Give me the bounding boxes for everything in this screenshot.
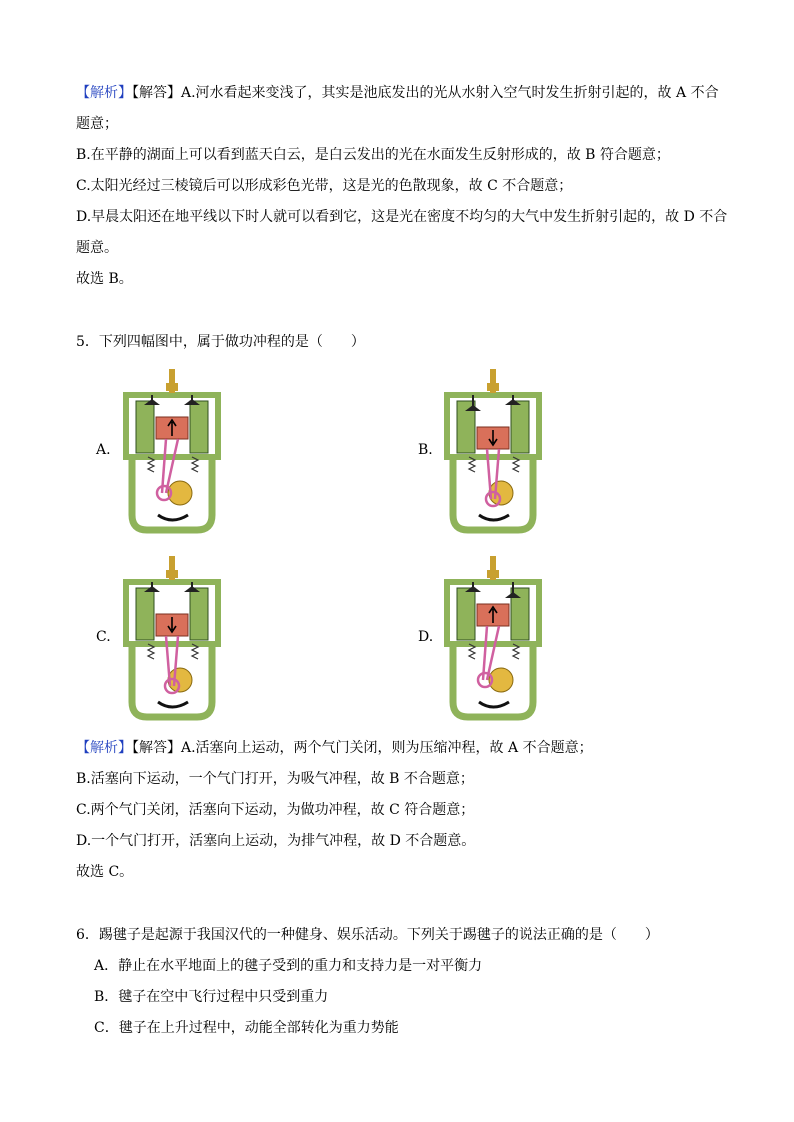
q5-stem: 5．下列四幅图中，属于做功冲程的是（ ） [76,334,365,350]
q6-stem: 6．踢毽子是起源于我国汉代的一种健身、娱乐活动。下列关于踢毽子的说法正确的是（ ） [76,927,659,943]
q5-analysis-line-1 [76,739,593,757]
q4-analysis-line-3: B.在平静的湖面上可以看到蓝天白云，是白云发出的光在水面发生反射形成的，故 B 符合题意； [76,147,670,163]
q4-analysis-line-4: C.太阳光经过三棱镜后可以形成彩色光带，这是光的色散现象，故 C 不合题意； [76,178,573,194]
q4-analysis-line-6: 题意。 [76,240,118,256]
q5-analysis-line-2: B.活塞向下运动，一个气门打开，为吸气冲程，故 B 不合题意； [76,771,474,787]
spark-plug-base [166,383,178,391]
q6-option-c: C．毽子在上升过程中，动能全部转化为重力势能 [94,1020,399,1036]
left-port [136,401,154,453]
q4-analysis-line-1 [76,84,719,102]
q4-analysis-line-2: 题意； [76,116,118,132]
left-port [136,588,154,640]
answer-tag: 【解答】 [132,85,181,101]
q6-option-b: B．毽子在空中飞行过程中只受到重力 [94,989,329,1005]
engine-diagram-b [443,365,543,535]
spark-plug-base [487,383,499,391]
spark-plug-base [166,570,178,578]
engine-diagram-a [122,365,222,535]
q5-option-b-label: B. [418,442,433,458]
q4-analysis-line-5: D.早晨太阳还在地平线以下时人就可以看到它，这是光在密度不均匀的大气中发生折射引起的，故 D 不合 [76,209,728,225]
analysis-tag: 【解析】 [76,740,132,756]
q5-analysis-line-5: 故选 C。 [76,864,134,880]
engine-diagram-d [443,552,543,722]
q5-analysis-line-4: D.一个气门打开，活塞向上运动，为排气冲程，故 D 不合题意。 [76,833,476,849]
q5-option-a-label: A. [96,442,111,458]
answer-tag: 【解答】 [132,740,181,756]
q5-option-c-label: C. [96,629,111,645]
q4-line-text: A.河水看起来变浅了，其实是池底发出的光从水射入空气时发生折射引起的，故 A 不合 [181,85,719,101]
q5-line-text: A.活塞向上运动，两个气门关闭，则为压缩冲程，故 A 不合题意； [181,740,593,756]
right-port [190,401,208,453]
q4-analysis-line-7: 故选 B。 [76,271,133,287]
engine-diagram-c [122,552,222,722]
q5-option-d-label: D. [418,629,434,645]
analysis-tag: 【解析】 [76,85,132,101]
left-port [457,588,475,640]
spark-plug-base [487,570,499,578]
right-port [511,401,529,453]
q6-option-a: A．静止在水平地面上的毽子受到的重力和支持力是一对平衡力 [94,958,483,974]
q5-analysis-line-3: C.两个气门关闭，活塞向下运动，为做功冲程，故 C 符合题意； [76,802,475,818]
right-port [190,588,208,640]
